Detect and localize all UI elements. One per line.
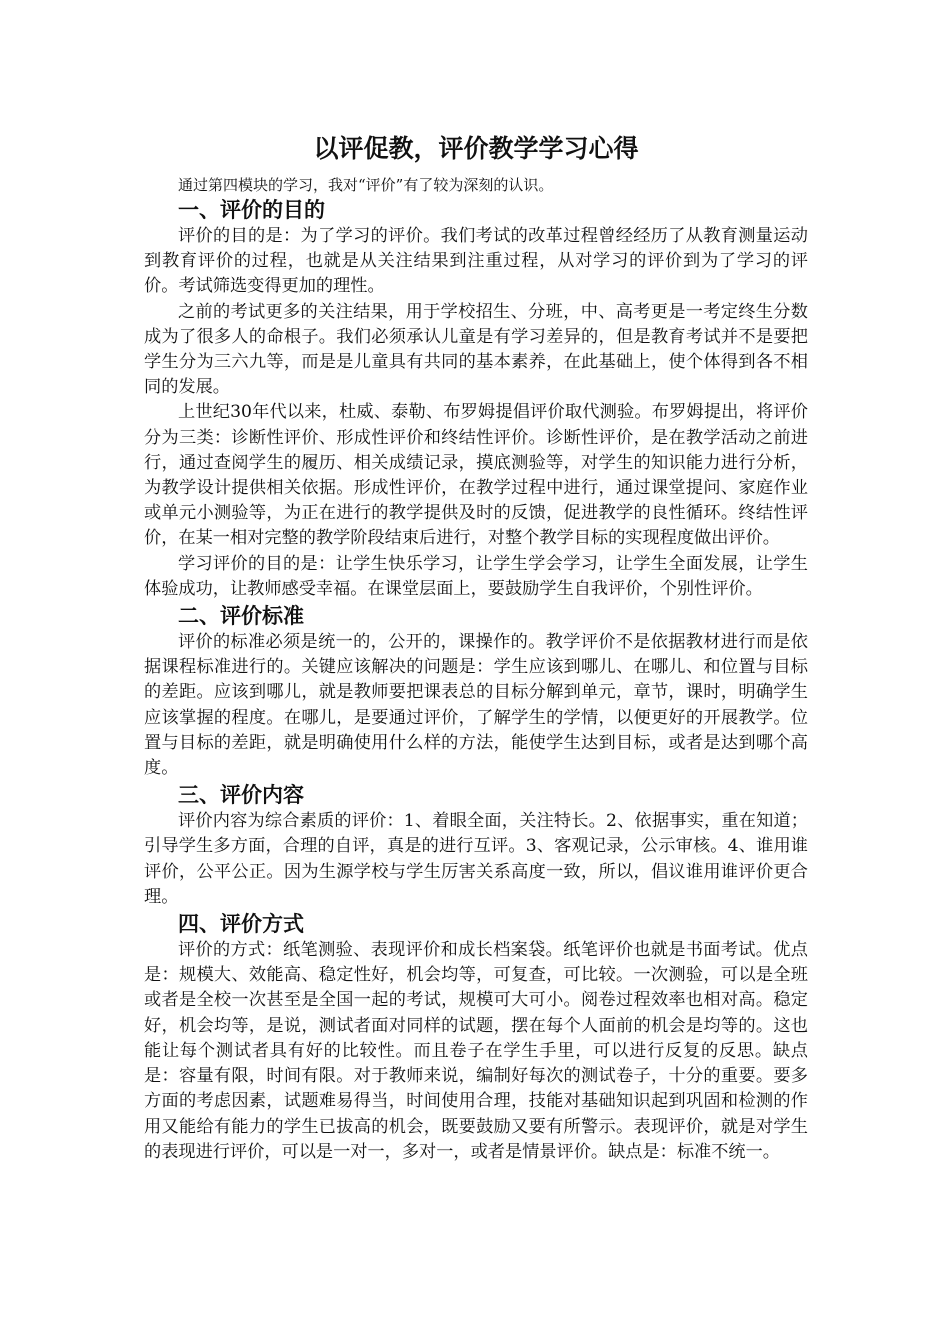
- document-body: [144, 128, 808, 1165]
- paragraph: 评价内容为综合素质的评价：1、着眼全面，关注特长。2、依据事实，重在知道；引导学生多方面，合理的自评，真是的进行互评。3、客观记录，公示审核。4、谁用谁评价，公平公正。因为生源学校与学生厉害关系高度一致，所以，倡议谁用谁评价更合理。: [144, 811, 808, 907]
- section-heading-content: 三、评价内容: [178, 783, 304, 808]
- section-heading-method: 四、评价方式: [178, 912, 304, 937]
- paragraph: 上世纪30年代以来，杜威、泰勒、布罗姆提倡评价取代测验。布罗姆提出，将评价分为三类：诊断性评价、形成性评价和终结性评价。诊断性评价，是在教学活动之前进行，通过查阅学生的履历、相关成绩记录，摸底测验等，对学生的知识能力进行分析，为教学设计提供相关依据。形成性评价，在教学过程中进行，通过课堂提问、家庭作业或单元小测验等，为正在进行的教学提供及时的反馈，促进教学的良性循环。终结性评价，在某一相对完整的教学阶段结束后进行，对整个教学目标的实现程度做出评价。: [144, 402, 808, 549]
- section-heading-standard: 二、评价标准: [178, 604, 304, 629]
- paragraph: 评价的方式：纸笔测验、表现评价和成长档案袋。纸笔评价也就是书面考试。优点是：规模大、效能高、稳定性好，机会均等，可复查，可比较。一次测验，可以是全班或者是全校一次甚至是全国一起的考试，规模可大可小。阅卷过程效率也相对高。稳定好，机会均等，是说，测试者面对同样的试题，摆在每个人面前的机会是均等的。这也能让每个测试者具有好的比较性。而且卷子在学生手里，可以进行反复的反思。缺点是：容量有限，时间有限。对于教师来说，编制好每次的测试卷子，十分的重要。要多方面的考虑因素，试题难易得当，时间使用合理，技能对基础知识起到巩固和检测的作用又能给有能力的学生已拔高的机会，既要鼓励又要有所警示。表现评价，就是对学生的表现进行评价，可以是一对一，多对一，或者是情景评价。缺点是：标准不统一。: [144, 940, 808, 1162]
- paragraph: 评价的标准必须是统一的，公开的，课操作的。教学评价不是依据教材进行而是依据课程标准进行的。关键应该解决的问题是：学生应该到哪儿、在哪儿、和位置与目标的差距。应该到哪儿，就是教师要把课表总的目标分解到单元，章节，课时，明确学生应该掌握的程度。在哪儿，是要通过评价，了解学生的学情，以便更好的开展教学。位置与目标的差距，就是明确使用什么样的方法，能使学生达到目标，或者是达到哪个高度。: [144, 632, 808, 779]
- paragraph: 评价的目的是：为了学习的评价。我们考试的改革过程曾经经历了从教育测量运动到教育评价的过程，也就是从关注结果到注重过程，从对学习的评价到为了学习的评价。考试筛选变得更加的理性。: [144, 226, 808, 297]
- intro-paragraph: 通过第四模块的学习，我对“评价”有了较为深刻的认识。: [178, 176, 554, 194]
- paragraph: 之前的考试更多的关注结果，用于学校招生、分班，中、高考更是一考定终生分数成为了很多人的命根子。我们必须承认儿童是有学习差异的，但是教育考试并不是要把学生分为三六九等，而是是儿童具有共同的基本素养，在此基础上，使个体得到各不相同的发展。: [144, 301, 808, 398]
- document-title: 以评促教，评价教学学习心得: [313, 134, 639, 163]
- paragraph: 学习评价的目的是：让学生快乐学习，让学生学会学习，让学生全面发展，让学生体验成功，让教师感受幸福。在课堂层面上，要鼓励学生自我评价，个别性评价。: [144, 553, 808, 599]
- section-heading-purpose: 一、评价的目的: [178, 198, 325, 222]
